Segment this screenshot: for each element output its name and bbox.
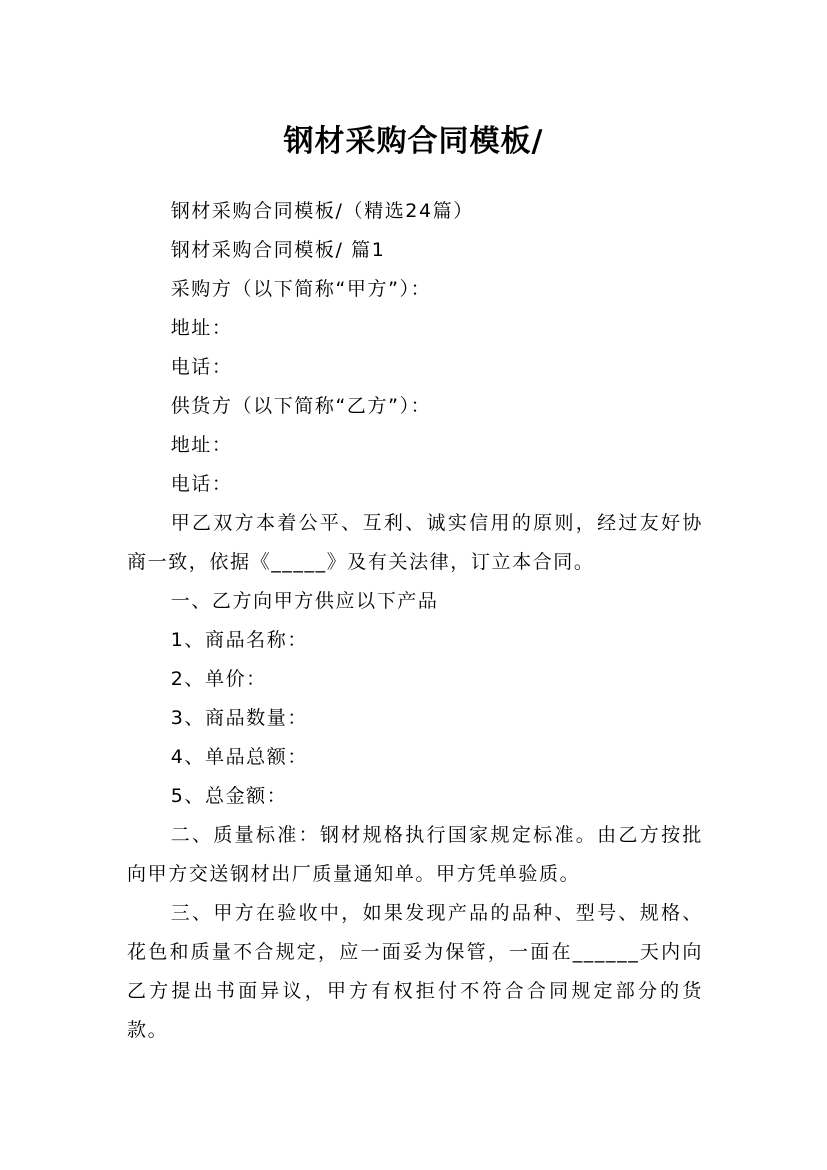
- paragraph-item-quantity: 3、商品数量：: [170, 707, 308, 729]
- paragraph-clause-1: 一、乙方向甲方供应以下产品: [170, 590, 439, 612]
- paragraph-preamble: 甲乙双方本着公平、互利、诚实信用的原则，经过友好协商一致，依据《_____》及有关法律，订立本合同。: [127, 512, 703, 573]
- paragraph-clause-2: 二、质量标准：钢材规格执行国家规定标准。由乙方按批向甲方交送钢材出厂质量通知单。甲方凭单验质。: [127, 824, 703, 885]
- paragraph-supplier-address: 地址：: [170, 434, 233, 456]
- document-body: [127, 192, 703, 1050]
- paragraph-item-price: 2、单价：: [170, 668, 267, 690]
- paragraph-clause-3: 三、甲方在验收中，如果发现产品的品种、型号、规格、花色和质量不合规定，应一面妥为保管，一面在______天内向乙方提出书面异议，甲方有权拒付不符合合同规定部分的货款。: [127, 902, 703, 1041]
- paragraph-item-name: 1、商品名称：: [170, 629, 308, 651]
- paragraph-grand-total: 5、总金额：: [170, 785, 288, 807]
- document-title: 钢材采购合同模板/: [283, 124, 544, 160]
- paragraph-section-heading: 钢材采购合同模板/ 篇1: [170, 239, 386, 261]
- paragraph-supplier: 供货方（以下简称“乙方”）：: [170, 395, 432, 417]
- paragraph-subtitle: 钢材采购合同模板/（精选24篇）: [170, 200, 474, 222]
- paragraph-buyer-phone: 电话：: [170, 356, 233, 378]
- paragraph-supplier-phone: 电话：: [170, 473, 233, 495]
- paragraph-buyer-address: 地址：: [170, 317, 233, 339]
- paragraph-buyer: 采购方（以下简称“甲方”）：: [170, 278, 432, 300]
- paragraph-item-total: 4、单品总额：: [170, 746, 308, 768]
